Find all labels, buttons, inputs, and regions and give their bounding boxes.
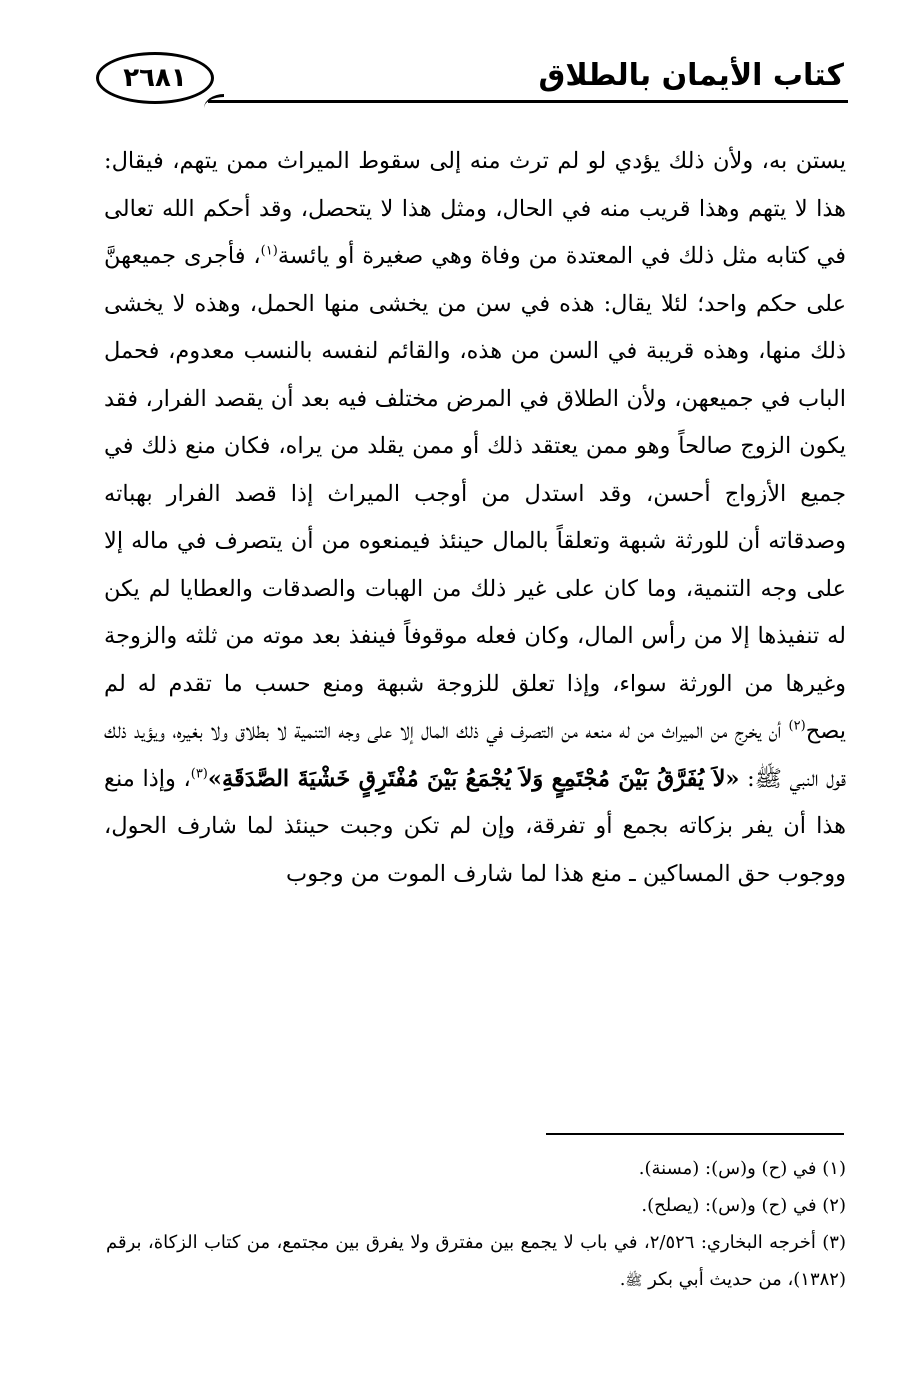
footnote-3: [106, 1224, 846, 1300]
book-title: كتاب الأيمان بالطلاق: [538, 58, 844, 93]
text-segment-4: ، وإذا منع هذا أن يفر بزكاته بجمع أو تفرقة، وإن لم تكن وجبت حينئذ لما شارف الحول، ووجوب حق المساكين ـ منع هذا لما شارف الموت من وجوب: [104, 765, 846, 887]
text-segment-2: ، فأجرى جميعهنَّ على حكم واحد؛ لئلا يقال: هذه في سن من يخشى منها الحمل، وهذه لا يخشى ذلك منها، وهذه قريبة في السن من هذه، والقائم لنفسه بالنسب معدوم، فحمل الباب في جميعهن، ولأن الطلاق في المرض مختلف فيه بعد أن يقصد الفرار، فقد يكون الزوج صالحاً وهو ممن يعتقد ذلك أو ممن يقلد من يراه، فكان منع ذلك في جميع الأزواج أحسن، وقد استدل من أوجب الميراث إذا قصد الفرار بهباته وصدقاته أن للورثة شبهة وتعلقاً بالمال حينئذ فيمنعوه من أن يتصرف في ماله إلا على وجه التنمية، وما كان على غير ذلك من الهبات والصدقات والعطايا لم يكن له تنفيذها إلا من رأس المال، وكان فعله موقوفاً فينفذ بعد موته من ثلثه والزوجة وغيرها من الورثة سواء، وإذا تعلق للزوجة شبهة ومنع حسب ما تقدم له لم يصح: [104, 243, 846, 744]
footnote-2: (٢) في (ح) و(س): (يصلح).: [641, 1195, 846, 1216]
footnotes: [106, 1150, 846, 1300]
footnote-ref-2: (٢): [788, 718, 806, 734]
footnote-1: (١) في (ح) و(س): (مسنة).: [638, 1158, 846, 1179]
header-rule: [208, 100, 848, 103]
page-header: [96, 52, 848, 124]
text-segment-3: أن يخرج من الميراث من له منعه من التصرف في ذلك المال إلا على وجه التنمية لا بطلاق ولا بغيره، ويؤيد ذلك قول النبي ﷺ:: [104, 718, 846, 792]
hadith-quote: «لاَ يُفَرَّقُ بَيْنَ مُجْتَمِعٍ وَلاَ يُجْمَعُ بَيْنَ مُفْتَرِقٍ خَشْيَةَ الصَّدَقَةِ»: [207, 765, 740, 792]
page-number-badge: [96, 52, 214, 104]
footnote-3-text: (٣) أخرجه البخاري: ٢/٥٢٦، في باب لا يجمع بين مفترق ولا يفرق بين مجتمع، من كتاب الزكاة، برقم (١٣٨٢)، من حديث أبي بكر: [106, 1232, 846, 1290]
footnote-separator: [546, 1133, 844, 1135]
text-segment-1: يستن به، ولأن ذلك يؤدي لو لم ترث منه إلى سقوط الميراث ممن يتهم، فيقال: هذا لا يتهم وهذا قريب منه في الحال، ومثل هذا لا يتحصل، وقد أحكم الله تعالى في كتابه مثل ذلك في المعتدة من وفاة وهي صغيرة أو يائسة: [104, 148, 846, 269]
main-text: [104, 138, 846, 898]
main-paragraph: [104, 138, 846, 898]
page-number: ٢٦٨١: [123, 63, 187, 93]
footnote-ref-1: (١): [260, 243, 278, 259]
footnote-3-honorific: ﷺ: [625, 1273, 643, 1289]
footnote-ref-3: (٣): [190, 766, 208, 781]
footnote-3-end: .: [619, 1269, 626, 1290]
